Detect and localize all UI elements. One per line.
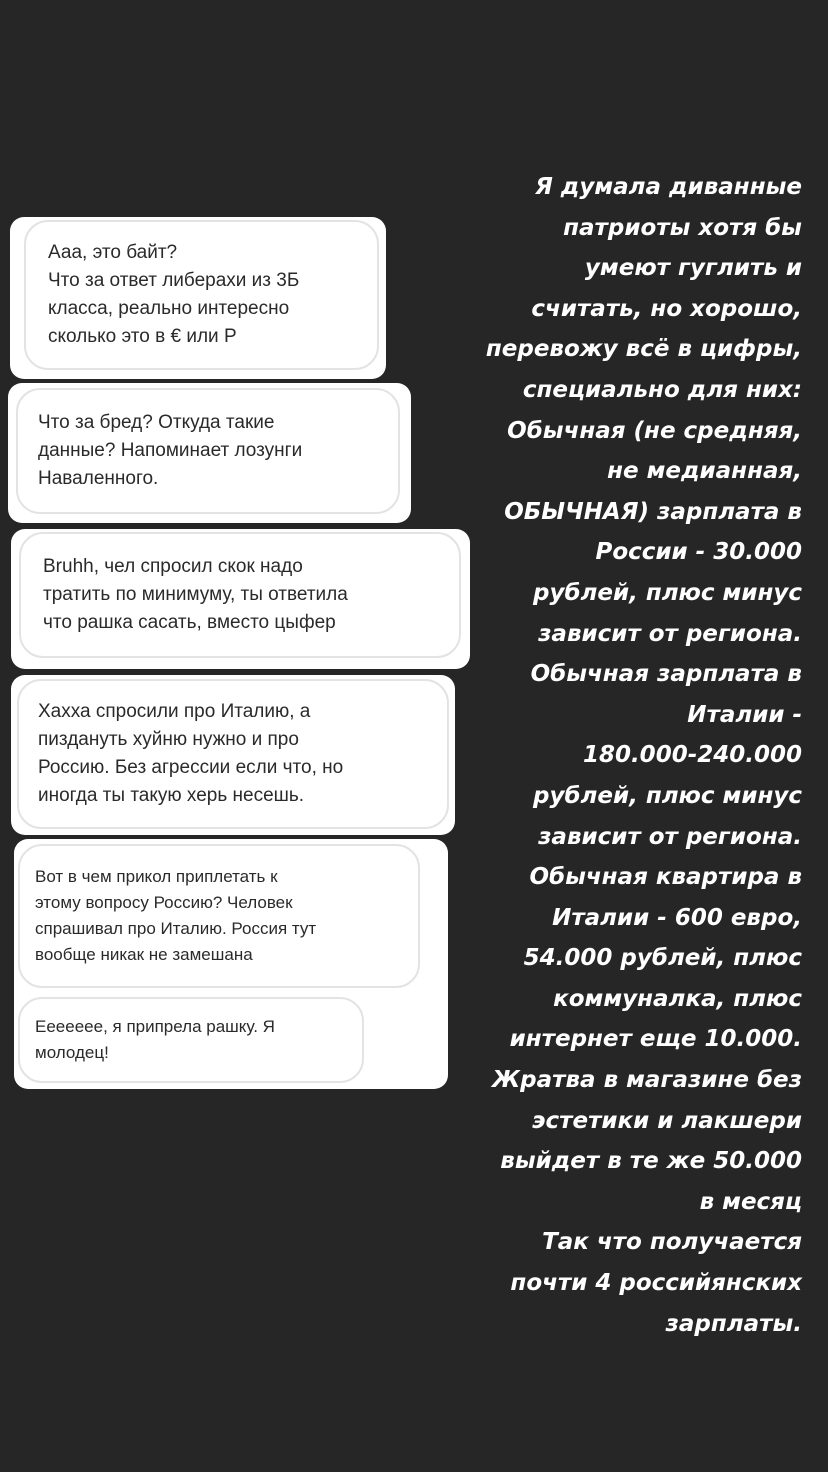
story-line: в месяц: [699, 1188, 802, 1215]
story-line: рублей, плюс минус: [533, 579, 802, 606]
message-bubble-4: Хахха спросили про Италию, а пиздануть хуйню нужно и про Россию. Без агрессии если что, но иногда ты такую херь несешь.: [17, 679, 449, 829]
message-bubble-6: Еееееее, я припрела рашку. Я молодец!: [18, 997, 364, 1083]
story-line: перевожу всё в цифры,: [485, 336, 802, 363]
story-line: Обычная квартира в: [529, 864, 802, 891]
story-line: почти 4 российянских: [510, 1270, 802, 1297]
story-line: интернет еще 10.000.: [509, 1026, 802, 1053]
story-line: Италии - 600 евро,: [552, 904, 802, 931]
story-line: эстетики и лакшери: [531, 1107, 802, 1134]
story-line: не медианная,: [607, 458, 802, 485]
story-line: зависит от региона.: [538, 620, 802, 647]
story-line: Обычная зарплата в: [530, 661, 802, 688]
story-line: умеют гуглить и: [584, 255, 802, 282]
story-line: зарплаты.: [665, 1310, 802, 1337]
story-line: патриоты хотя бы: [563, 214, 802, 241]
story-line: Обычная (не средняя,: [507, 417, 802, 444]
message-bubble-5: Вот в чем прикол приплетать к этому вопросу Россию? Человек спрашивал про Италию. Россия тут вообще никак не замешана: [18, 844, 420, 988]
story-line: считать, но хорошо,: [531, 295, 802, 322]
story-line: Италии -: [687, 701, 802, 728]
story-line: Так что получается: [542, 1229, 802, 1256]
story-line: 54.000 рублей, плюс: [523, 945, 802, 972]
story-line: ОБЫЧНАЯ) зарплата в: [504, 498, 802, 525]
story-line: России - 30.000: [595, 539, 802, 566]
story-line: специально для них:: [522, 376, 802, 403]
message-bubble-1: Ааа, это байт? Что за ответ либерахи из 3Б класса, реально интересно сколько это в € или Р: [24, 220, 379, 370]
story-text: [402, 167, 802, 1344]
story-line: 180.000-240.000: [582, 742, 802, 769]
story-line: Я думала диванные: [535, 174, 802, 200]
story-line: рублей, плюс минус: [533, 782, 802, 809]
message-bubble-3: Bruhh, чел спросил скок надо тратить по минимуму, ты ответила что рашка сасать, вместо цыфер: [19, 532, 461, 658]
story-line: коммуналка, плюс: [553, 985, 802, 1012]
story-line: Жратва в магазине без: [492, 1067, 802, 1094]
story-line: зависит от региона.: [538, 823, 802, 850]
story-line: выйдет в те же 50.000: [500, 1148, 802, 1175]
message-bubble-2: Что за бред? Откуда такие данные? Напоминает лозунги Наваленного.: [16, 388, 400, 514]
